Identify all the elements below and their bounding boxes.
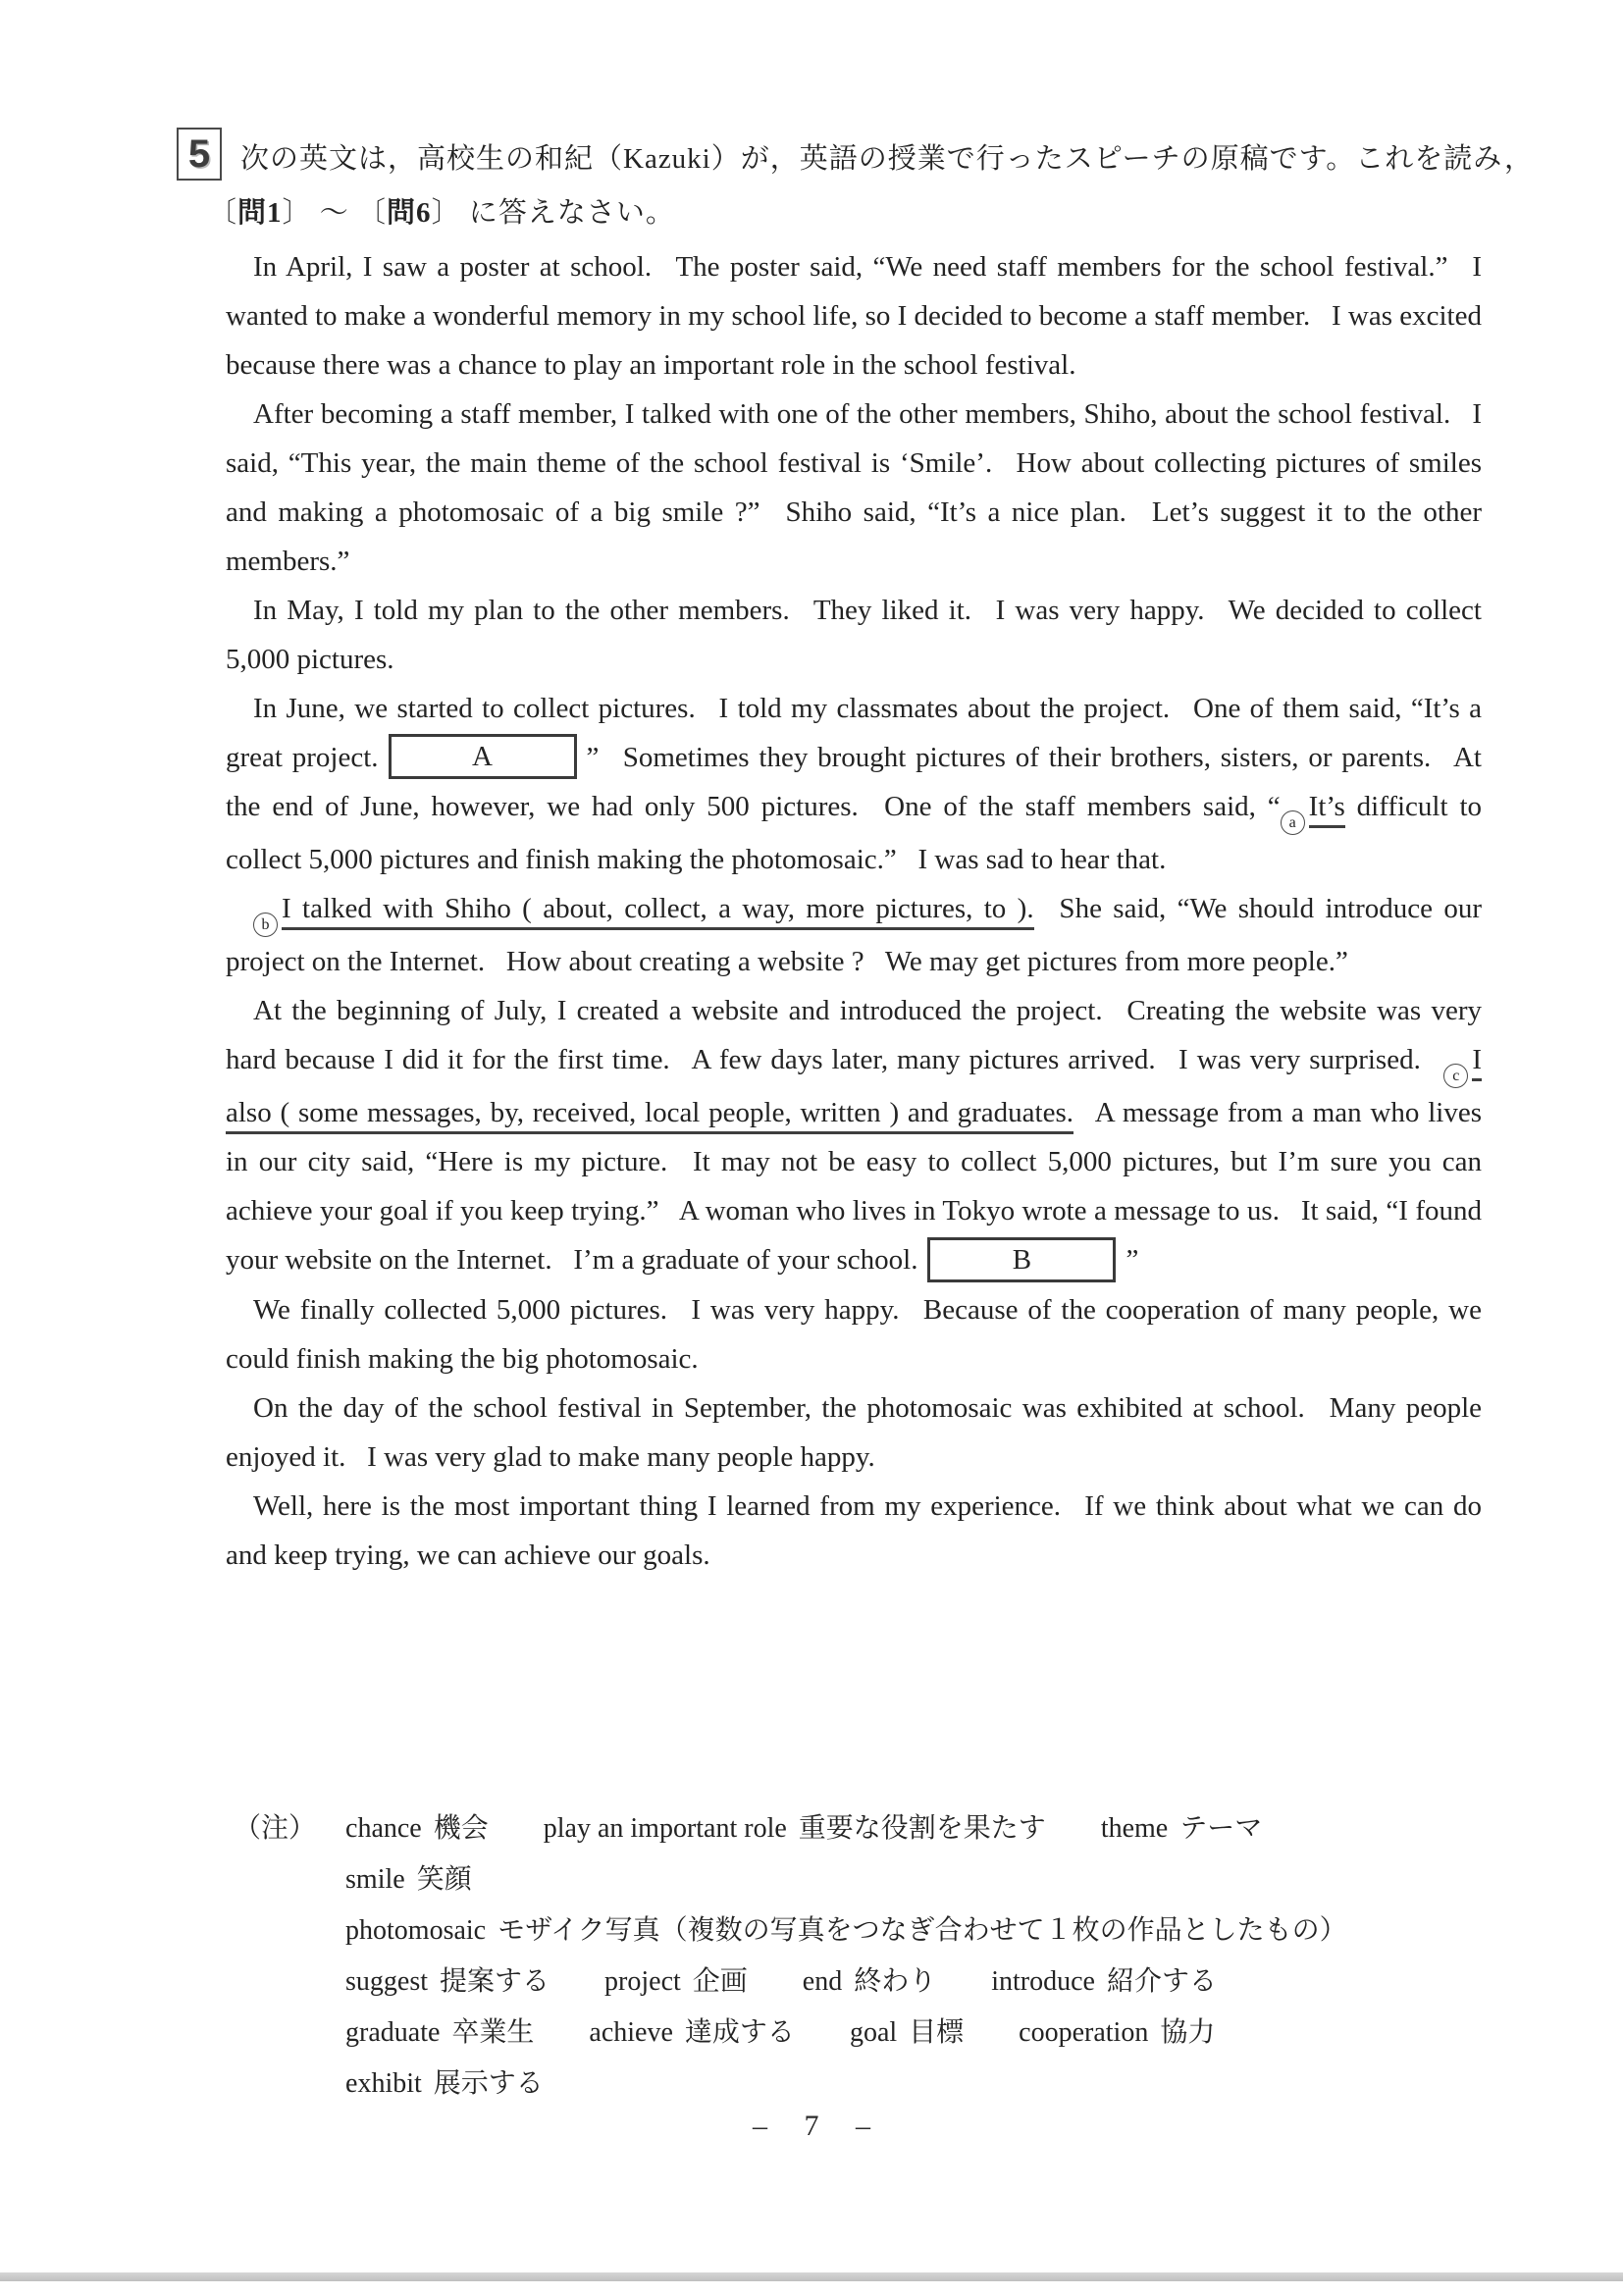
- underlined-phrase-b: I talked with Shiho ( about, collect, a way, more pictures, to ).: [282, 893, 1034, 930]
- vocab-word: achieve: [589, 2017, 673, 2048]
- vocab-gloss: 重要な役割を果たす: [798, 1813, 1046, 1844]
- note-line-3: [345, 1905, 1490, 1957]
- underlined-phrase-a: It’s: [1309, 791, 1345, 828]
- circle-marker-c: c: [1443, 1064, 1468, 1088]
- page-number: – 7 –: [753, 2110, 870, 2142]
- section-number: 5: [187, 131, 211, 176]
- note-line-1: [345, 1803, 1490, 1854]
- notes-section: [234, 1803, 1490, 2110]
- vocab-item: [991, 1966, 1217, 1997]
- text-run: difficult to collect 5,000 pictures and finish making the photomosaic.” I was sad to hear that.: [226, 791, 1482, 876]
- vocab-item: [803, 1966, 936, 1997]
- text-run: In May, I told my plan to the other members. They liked it. I was very happy. We decided to collect 5,000 pictures.: [226, 595, 1482, 675]
- vocab-gloss: 目標: [909, 2017, 965, 2048]
- paragraph-3: [226, 586, 1482, 684]
- note-line-2: [345, 1854, 1490, 1905]
- vocab-item: [1019, 2017, 1215, 2048]
- answer-box-A: A: [389, 734, 577, 779]
- vocab-gloss: 機会: [433, 1813, 489, 1844]
- scan-edge-artifact: [0, 2272, 1623, 2281]
- text-run: 〔: [208, 197, 238, 229]
- notes-lines: [345, 1803, 1490, 2110]
- speech-text: [226, 242, 1482, 1580]
- instructions-line1: 次の英文は，高校生の和紀（Kazuki）が，英語の授業で行ったスピーチの原稿です。これを読み，: [240, 143, 1535, 175]
- paragraph-6: [226, 986, 1482, 1284]
- vocab-word: goal: [849, 2017, 898, 2048]
- vocab-item: [544, 1813, 1046, 1844]
- text-run: ”: [1126, 1244, 1139, 1277]
- vocab-word: play an important role: [543, 1813, 787, 1844]
- text-run: At the beginning of July, I created a website and introduced the project. Creating the website was very hard because I did it for the first time. A few days later, many pictures arrived. I was very surprised.: [226, 995, 1482, 1076]
- text-run: Well, here is the most important thing I learned from my experience. If we think about what we can do and keep trying, we can achieve our goals.: [226, 1489, 1482, 1571]
- vocab-word: photomosaic: [345, 1915, 487, 1946]
- notes-label: （注）: [234, 1813, 317, 1844]
- vocab-item: [1101, 1813, 1262, 1844]
- vocab-word: smile: [345, 1864, 405, 1895]
- vocab-item: [604, 1966, 748, 1997]
- vocab-gloss: 達成する: [684, 2017, 795, 2048]
- note-line-5: [345, 2008, 1490, 2059]
- note-line-6: [345, 2059, 1490, 2110]
- text-run: 〕 に答えなさい。: [431, 197, 675, 229]
- vocab-gloss: 企画: [692, 1966, 748, 1997]
- circle-marker-a: a: [1281, 810, 1305, 835]
- bold-text: 問6: [387, 197, 432, 229]
- vocab-gloss: 展示する: [433, 2068, 544, 2099]
- text-run: In June, we started to collect pictures. I told my classmates about the project. One of them said, “It’s a great project.: [226, 693, 1482, 773]
- vocab-gloss: 提案する: [440, 1966, 550, 1997]
- vocab-gloss: モザイク写真（複数の写真をつなぎ合わせて１枚の作品としたもの）: [497, 1915, 1347, 1946]
- vocab-word: cooperation: [1019, 2017, 1149, 2048]
- vocab-gloss: 紹介する: [1107, 1966, 1218, 1997]
- paragraph-8: [226, 1383, 1482, 1482]
- circle-marker-b: b: [253, 913, 278, 937]
- vocab-word: introduce: [991, 1966, 1095, 1997]
- vocab-word: project: [604, 1966, 681, 1997]
- paragraph-4: [226, 684, 1482, 884]
- vocab-gloss: 笑顔: [416, 1864, 472, 1895]
- text-run: In April, I saw a poster at school. The poster said, “We need staff members for the school festival.” I wanted to make a wonderful memory in my school life, so I decided to become a staff member. I was excited because there was a chance to play an important role in the school festival.: [226, 251, 1482, 381]
- paragraph-9: [226, 1482, 1482, 1580]
- vocab-word: suggest: [345, 1966, 429, 1997]
- section-number-box: [177, 128, 222, 181]
- text-run: ” Sometimes they brought pictures of their brothers, sisters, or parents. At the end of June, however, we had only 500 pictures. One of the staff members said, “: [226, 742, 1482, 823]
- vocab-item: [345, 1864, 472, 1895]
- vocab-item: [345, 1966, 550, 1997]
- vocab-gloss: テーマ: [1179, 1813, 1263, 1844]
- instructions-line2: [208, 190, 675, 231]
- vocab-gloss: 卒業生: [451, 2017, 535, 2048]
- vocab-gloss: 協力: [1160, 2017, 1216, 2048]
- vocab-word: chance: [345, 1813, 422, 1844]
- bold-text: 問1: [237, 197, 283, 229]
- underlined-phrase-c: I also ( some messages, by, received, local people, written ) and graduates.: [226, 1044, 1482, 1134]
- vocab-item: [345, 1813, 489, 1844]
- text-run: A message from a man who lives in our city said, “Here is my picture. It may not be easy to collect 5,000 pictures, but I’m sure you can achieve your goal if you keep trying.” A woman who lives in Tokyo wrote a message to us. It said, “I found your website on the Internet. I’m a graduate of your school.: [226, 1097, 1482, 1277]
- text-run: After becoming a staff member, I talked with one of the other members, Shiho, about the school festival. I said, “This year, the main theme of the school festival is ‘Smile’. How about collecting pictures of smiles and making a photomosaic of a big smile ?” Shiho said, “It’s a nice plan. Let’s suggest it to the other members.”: [226, 398, 1482, 577]
- vocab-item: [345, 2017, 534, 2048]
- vocab-word: end: [802, 1966, 843, 1997]
- vocab-item: [850, 2017, 964, 2048]
- text-run: We finally collected 5,000 pictures. I was very happy. Because of the cooperation of many people, we could finish making the big photomosaic.: [226, 1293, 1482, 1375]
- paragraph-7: [226, 1285, 1482, 1383]
- text-run: 〕 ～ 〔: [282, 197, 388, 229]
- text-run: She said, “We should introduce our project on the Internet. How about creating a website ? We may get pictures from more people.”: [226, 893, 1482, 978]
- vocab-word: graduate: [345, 2017, 441, 2048]
- vocab-item: [345, 2068, 544, 2099]
- vocab-item: [589, 2017, 795, 2048]
- vocab-gloss: 終わり: [854, 1966, 937, 1997]
- paragraph-2: [226, 390, 1482, 586]
- vocab-item: [345, 1915, 1347, 1946]
- paragraph-5: [226, 884, 1482, 986]
- vocab-word: theme: [1100, 1813, 1169, 1844]
- vocab-word: exhibit: [345, 2068, 422, 2099]
- paragraph-1: [226, 242, 1482, 390]
- answer-box-B: B: [927, 1237, 1116, 1282]
- note-line-4: [345, 1957, 1490, 2008]
- text-run: On the day of the school festival in September, the photomosaic was exhibited at school. Many people enjoyed it. I was very glad to make many people happy.: [226, 1391, 1482, 1473]
